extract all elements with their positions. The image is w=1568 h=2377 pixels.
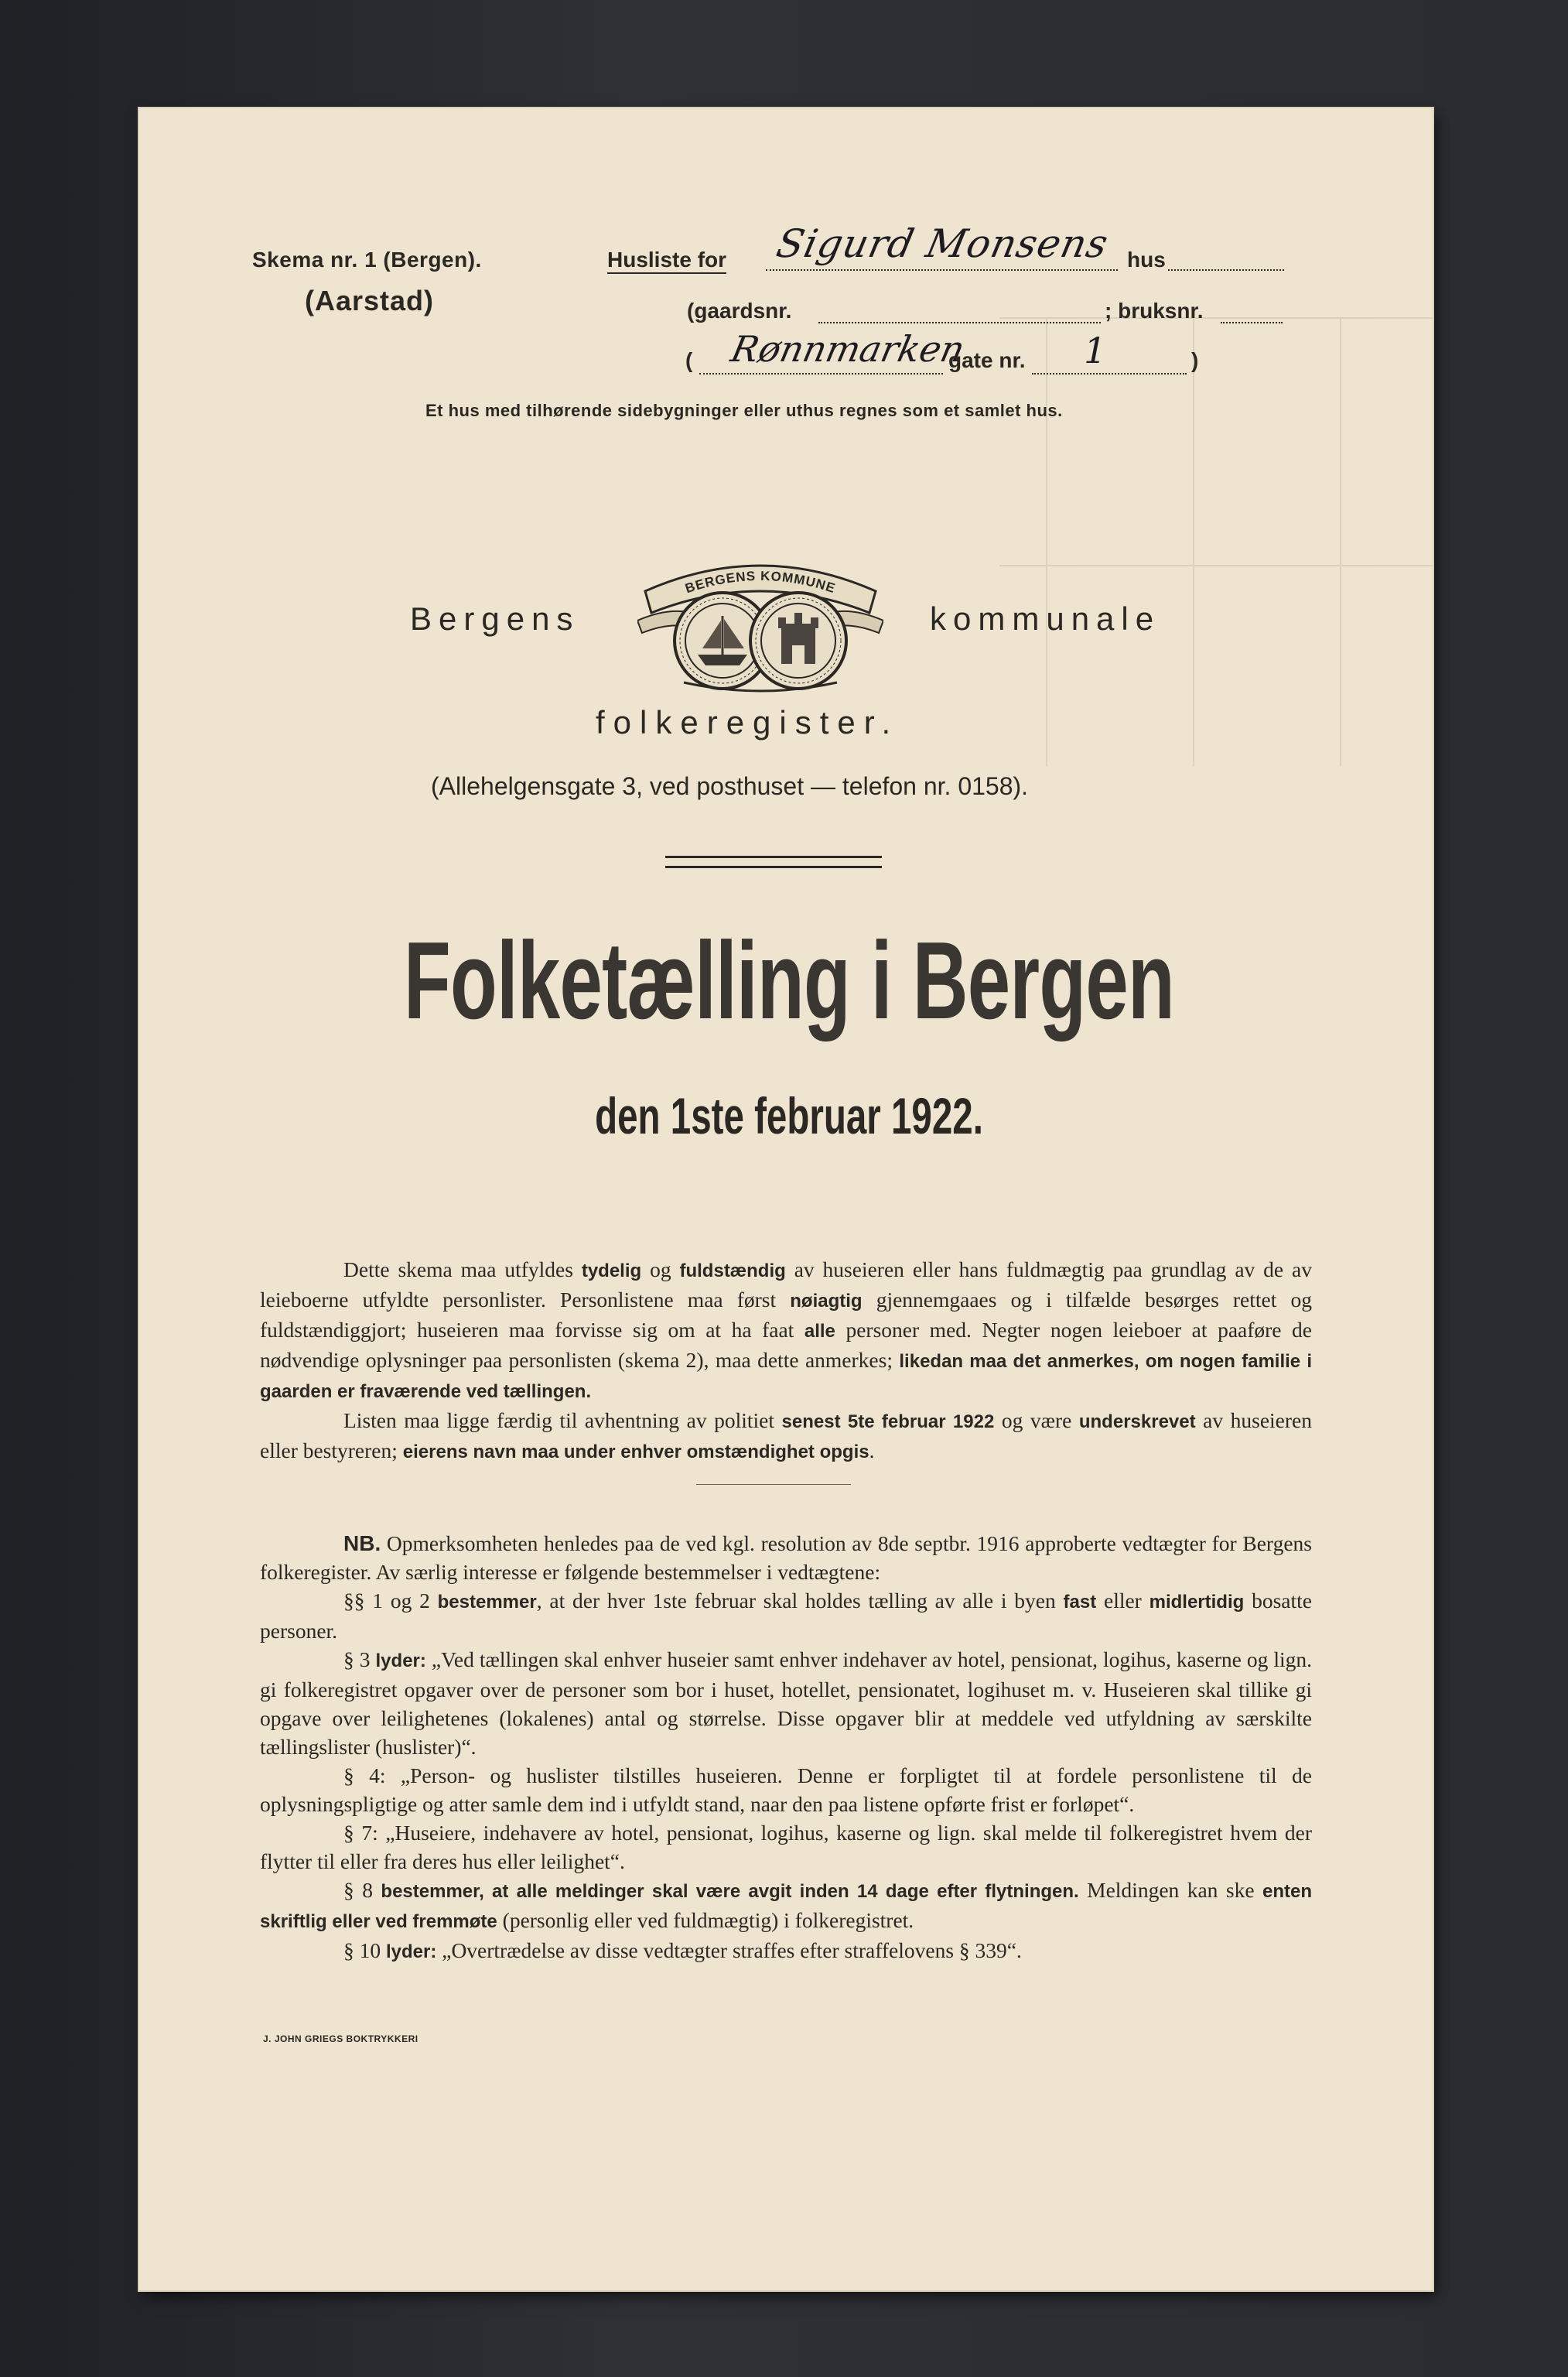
gaardsnr-line [687, 299, 1290, 330]
nb-paragraph-7: § 7: „Huseiere, indehavere av hotel, pensionat, logihus, kaserne og lign. skal melde til folkeregistret hvem der flytter til eller fra deres hus eller leilighet“. [260, 1821, 1312, 1873]
house-note: Et hus med tilhørende sidebygninger eller uthus regnes som et samlet hus. [425, 401, 1063, 420]
husliste-label: Husliste for [607, 248, 726, 274]
nb-intro: NB. Opmerksomheten henledes paa de ved kgl. resolution av 8de septbr. 1916 approberte vedtægter for Bergens folkeregister. Av særlig interesse er følgende bestemmelser i vedtægtene: [260, 1531, 1312, 1584]
nb-paragraph-10: § 10 lyder: „Overtrædelse av disse vedtægter straffes efter straffelovens § 339“. [343, 1938, 1022, 1962]
instructions-p1: Dette skema maa utfyldes tydelig og fuldstændig av huseieren eller hans fuldmægtig paa grundlag av de av leieboerne utfyldte personlister. Personlistene maa først nøiagtig gjennemgaaes og i tilfælde besørges rettet og fuldstændiggjort; huseieren maa forvisse sig om at ha faat alle personer med. Negter nogen leieboer at paaføre de nødvendige oplysninger paa personlisten (skema 2), maa dette anmerkes; likedan maa det anmerkes, om nogen familie i gaarden er fraværende ved tællingen. [260, 1257, 1313, 1402]
bergens-word: Bergens [410, 600, 580, 637]
bergens-kommune-seal-icon [637, 546, 883, 693]
street-dotted-line [699, 373, 943, 375]
district-label: (Aarstad) [305, 285, 435, 316]
bruksnr-field[interactable] [1221, 322, 1283, 323]
gate-number-handwritten[interactable]: 1 [1084, 330, 1107, 371]
instructions-p2: Listen maa ligge færdig til avhentning av politiet senest 5te februar 1922 og være underskrevet av huseieren eller bestyreren; eierens navn maa under enhver omstændighet opgis. [260, 1408, 1312, 1462]
gate-open-paren: ( [685, 348, 693, 372]
page-title: Folketælling i Bergen [403, 919, 1174, 1042]
gaardsnr-field[interactable] [818, 322, 1101, 323]
nb-paragraph-4: § 4: „Person- og huslister tilstilles huseieren. Denne er forpligtet til at fordele personlistene til de oplysningspligtige og atter samle dem ind i utfyldt stand, naar den paa listene opførte frist er forløpet“. [260, 1763, 1312, 1816]
husliste-line [607, 221, 1288, 275]
gate-nr-dotted-line [1032, 373, 1187, 375]
nb-section [260, 1529, 1312, 1966]
printer-imprint: J. JOHN GRIEGS BOKTRYKKERI [263, 2033, 418, 2044]
hus-dotted-line [1168, 269, 1284, 271]
svg-text:BERGENS KOMMUNE: BERGENS KOMMUNE [683, 568, 838, 597]
kommunale-word: kommunale [930, 600, 1161, 637]
census-form-page [139, 108, 1433, 2290]
street-handwritten[interactable]: Rønnmarken [727, 328, 968, 370]
nb-paragraph-3: § 3 lyder: „Ved tællingen skal enhver huseier samt enhver indehaver av hotel, pensionat, logihus, kaserne og lign. gi folkeregistret opgaver over de personer som bor i huset, hotellet, pensionatet, logihuset m. v. Huseieren skal tillike gi opgave over leilighetenes (lokalenes) antal og størrelse. Disse opgaver blir at meddele ved utfyldning av særskilte tællingslister (huslister)“. [260, 1647, 1313, 1759]
registry-address: (Allehelgensgate 3, ved posthuset — telefon nr. 0158). [431, 772, 1029, 800]
instructions-paragraph [260, 1255, 1312, 1466]
schema-label: Skema nr. 1 (Bergen). [252, 248, 482, 272]
nb-paragraph-8: § 8 bestemmer, at alle meldinger skal være avgit inden 14 dage efter flytningen. Meldingen kan ske enten skriftlig eller ved fremmøte (personlig eller ved fuldmægtig) i folkeregistret. [260, 1878, 1313, 1932]
folkeregister-word: folkeregister. [596, 704, 900, 740]
gate-line [685, 328, 1289, 379]
gate-close-paren: ) [1191, 348, 1199, 372]
gaardsnr-label: (gaardsnr. [687, 299, 792, 323]
hus-label: hus [1127, 248, 1166, 272]
bruksnr-label: ; bruksnr. [1105, 299, 1204, 323]
nb-paragraph-1-2: §§ 1 og 2 bestemmer, at der hver 1ste februar skal holdes tælling av alle i byen fast eller midlertidig bosatte personer. [260, 1589, 1312, 1643]
section-separator [696, 1484, 851, 1485]
double-rule-divider [665, 856, 882, 868]
census-date: den 1ste februar 1922. [595, 1087, 983, 1144]
gate-nr-label: gate nr. [948, 348, 1026, 372]
owner-dotted-line [766, 269, 1118, 271]
owner-handwritten[interactable]: Sigurd Monsens [772, 221, 1113, 266]
